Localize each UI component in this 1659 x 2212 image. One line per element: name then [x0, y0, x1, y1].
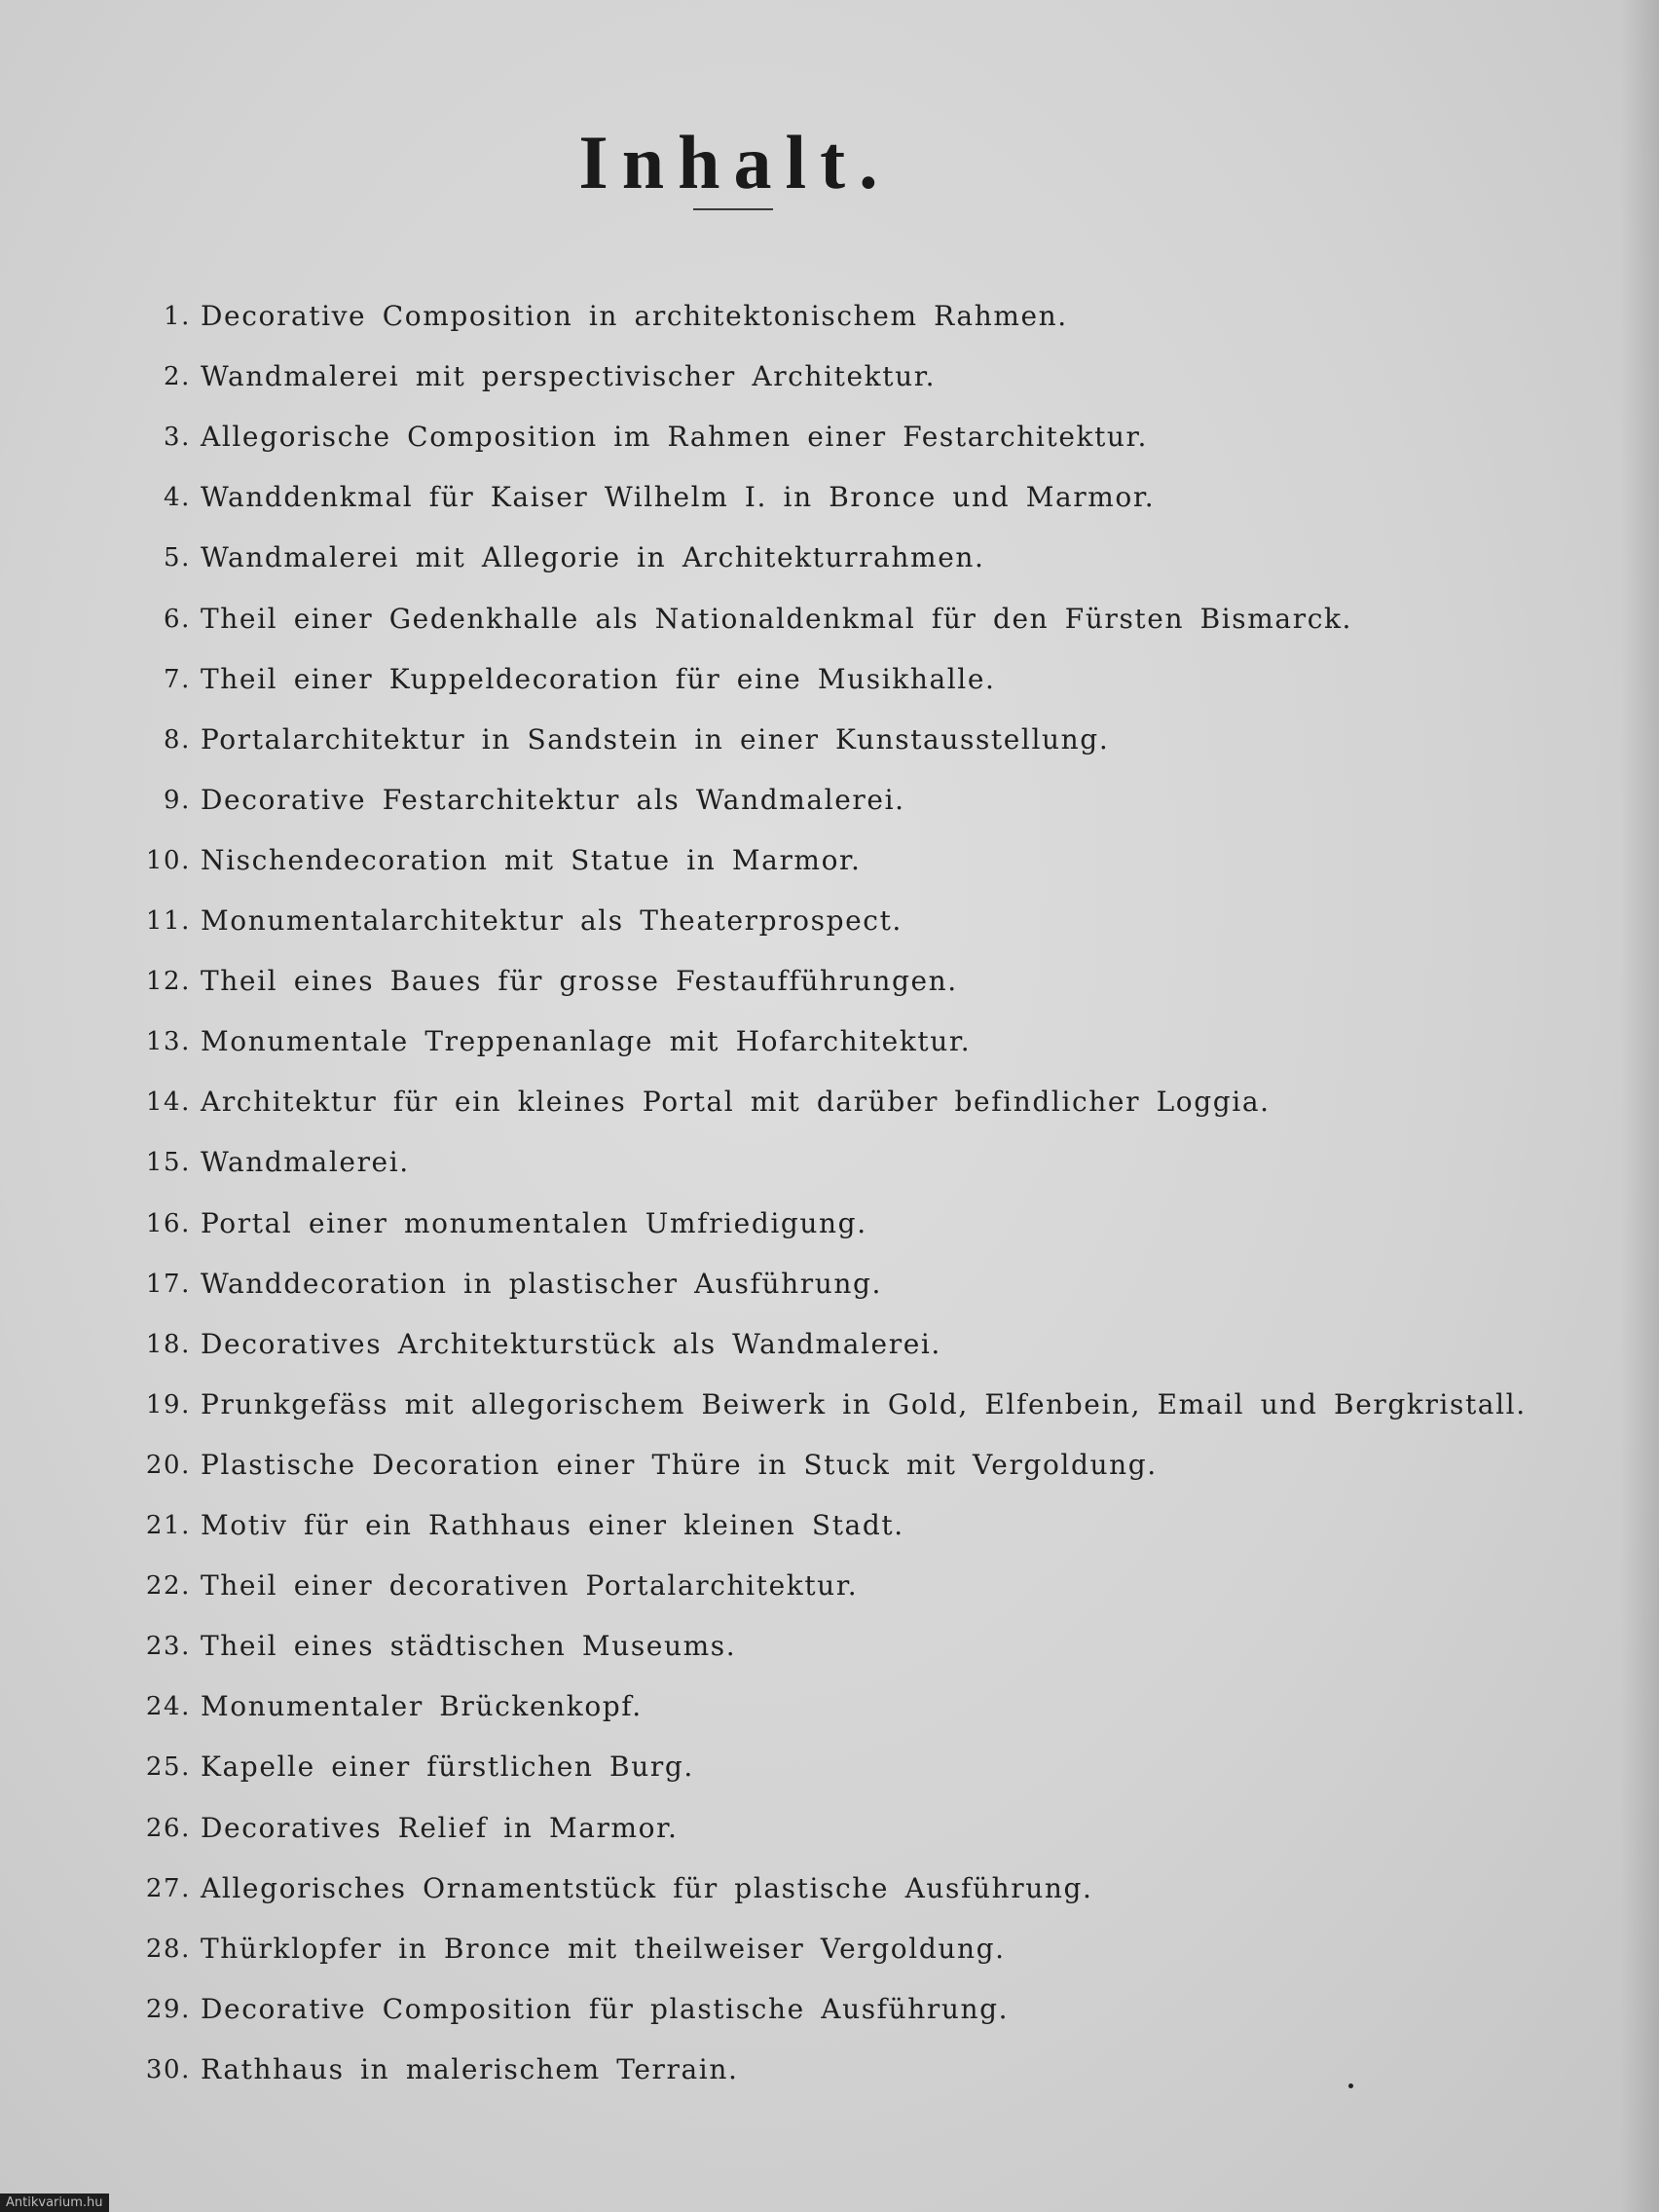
- toc-item-title: Decorative Composition in architektonischem Rahmen.: [201, 300, 1068, 332]
- toc-item-number: 18.: [145, 1329, 191, 1359]
- toc-item-title: Theil eines Baues für grosse Festaufführungen.: [201, 965, 958, 998]
- toc-item-number: 7.: [163, 664, 191, 694]
- toc-item: [0, 292, 1659, 341]
- toc-item-number: 30.: [145, 2054, 191, 2084]
- toc-item: [0, 1260, 1659, 1309]
- toc-item-number: 2.: [163, 362, 191, 392]
- toc-item-title: Wandmalerei mit perspectivischer Architektur.: [201, 360, 937, 393]
- toc-item: [0, 1682, 1659, 1731]
- page-title: Inhalt.: [578, 120, 892, 205]
- toc-item: [0, 776, 1659, 825]
- toc-item-number: 27.: [145, 1873, 191, 1903]
- toc-item: [0, 1501, 1659, 1550]
- toc-item-number: 19.: [145, 1389, 191, 1419]
- toc-item-title: Wanddenkmal für Kaiser Wilhelm I. in Bronce und Marmor.: [201, 481, 1156, 514]
- toc-item-title: Wanddecoration in plastischer Ausführung.: [201, 1267, 883, 1300]
- toc-item-title: Decorative Festarchitektur als Wandmalerei.: [201, 783, 905, 816]
- toc-item: [0, 595, 1659, 644]
- toc-item-number: 5.: [163, 543, 191, 573]
- toc-item: [0, 1078, 1659, 1126]
- speck-mark: [1348, 2083, 1353, 2088]
- toc-item: [0, 1925, 1659, 1973]
- toc-item: [0, 413, 1659, 461]
- toc-item: [0, 1138, 1659, 1187]
- toc-item-number: 13.: [145, 1027, 191, 1057]
- toc-item-title: Nischendecoration mit Statue in Marmor.: [201, 843, 862, 876]
- toc-item: [0, 1743, 1659, 1791]
- toc-item-number: 29.: [145, 1994, 191, 2024]
- toc-item-title: Wandmalerei mit Allegorie in Architekturrahmen.: [201, 541, 985, 574]
- toc-item-title: Allegorische Composition im Rahmen einer Festarchitektur.: [201, 421, 1148, 454]
- toc-item-number: 15.: [145, 1148, 191, 1178]
- toc-item: [0, 1622, 1659, 1671]
- toc-item-number: 21.: [145, 1511, 191, 1540]
- toc-item-title: Decoratives Architekturstück als Wandmalerei.: [201, 1327, 941, 1360]
- toc-item-title: Monumentaler Brückenkopf.: [201, 1690, 643, 1723]
- toc-item-number: 4.: [163, 483, 191, 513]
- toc-item-number: 8.: [163, 724, 191, 755]
- toc-item-number: 23.: [145, 1632, 191, 1662]
- toc-item: [0, 1199, 1659, 1248]
- toc-item-title: Portalarchitektur in Sandstein in einer Kunstausstellung.: [201, 722, 1110, 756]
- toc-item-title: Portal einer monumentalen Umfriedigung.: [201, 1206, 867, 1239]
- toc-item-title: Wandmalerei.: [201, 1146, 410, 1179]
- toc-item: [0, 1320, 1659, 1369]
- toc-item-title: Decoratives Relief in Marmor.: [201, 1811, 679, 1844]
- toc-item-title: Theil eines städtischen Museums.: [201, 1630, 737, 1663]
- toc-item: [0, 2046, 1659, 2094]
- toc-item-number: 11.: [145, 906, 191, 936]
- toc-item: [0, 473, 1659, 522]
- toc-item: [0, 1017, 1659, 1066]
- toc-item: [0, 352, 1659, 401]
- toc-item-number: 17.: [145, 1269, 191, 1299]
- toc-item-number: 3.: [163, 423, 191, 453]
- toc-item-number: 9.: [163, 785, 191, 815]
- toc-item-number: 10.: [145, 845, 191, 875]
- toc-item-title: Motiv für ein Rathhaus einer kleinen Stadt.: [201, 1509, 904, 1541]
- toc-item-number: 25.: [145, 1752, 191, 1783]
- toc-item: [0, 957, 1659, 1006]
- toc-item: [0, 716, 1659, 764]
- toc-item-title: Thürklopfer in Bronce mit theilweiser Vergoldung.: [201, 1932, 1006, 1965]
- toc-item-title: Rathhaus in malerischem Terrain.: [201, 2052, 739, 2085]
- toc-item-number: 14.: [145, 1088, 191, 1118]
- toc-item: [0, 1985, 1659, 2034]
- toc-item: [0, 655, 1659, 704]
- toc-item: [0, 897, 1659, 945]
- toc-item-title: Plastische Decoration einer Thüre in Stuck mit Vergoldung.: [201, 1448, 1158, 1481]
- toc-item-number: 12.: [145, 967, 191, 997]
- toc-item-title: Architektur für ein kleines Portal mit darüber befindlicher Loggia.: [201, 1086, 1271, 1119]
- toc-item-number: 24.: [145, 1692, 191, 1722]
- toc-item: [0, 534, 1659, 582]
- toc-item-number: 26.: [145, 1813, 191, 1843]
- toc-item: [0, 1864, 1659, 1913]
- toc-item-title: Monumentale Treppenanlage mit Hofarchitektur.: [201, 1025, 972, 1058]
- toc-item-number: 22.: [145, 1571, 191, 1602]
- toc-item: [0, 1562, 1659, 1610]
- toc-item-title: Theil einer Gedenkhalle als Nationaldenkmal für den Fürsten Bismarck.: [201, 602, 1353, 635]
- toc-item-number: 6.: [163, 604, 191, 634]
- toc-item: [0, 836, 1659, 885]
- toc-item-title: Theil einer Kuppeldecoration für eine Musikhalle.: [201, 662, 996, 695]
- toc-item-title: Allegorisches Ornamentstück für plastische Ausführung.: [201, 1871, 1093, 1904]
- toc-item-title: Prunkgefäss mit allegorischem Beiwerk in Gold, Elfenbein, Email und Bergkristall.: [201, 1387, 1527, 1420]
- toc-item-title: Theil einer decorativen Portalarchitektur.: [201, 1569, 859, 1603]
- toc-item: [0, 1441, 1659, 1490]
- toc-item-number: 16.: [145, 1208, 191, 1238]
- watermark: Antikvarium.hu: [0, 2194, 109, 2212]
- toc-item-title: Decorative Composition für plastische Ausführung.: [201, 1992, 1010, 2025]
- title-divider: [693, 208, 773, 210]
- toc-item-number: 1.: [163, 302, 191, 331]
- toc-item-title: Kapelle einer fürstlichen Burg.: [201, 1751, 694, 1784]
- toc-item: [0, 1381, 1659, 1429]
- toc-item-number: 28.: [145, 1934, 191, 1964]
- toc-item: [0, 1804, 1659, 1853]
- toc-item-title: Monumentalarchitektur als Theaterprospect.: [201, 904, 903, 937]
- toc-item-number: 20.: [145, 1450, 191, 1480]
